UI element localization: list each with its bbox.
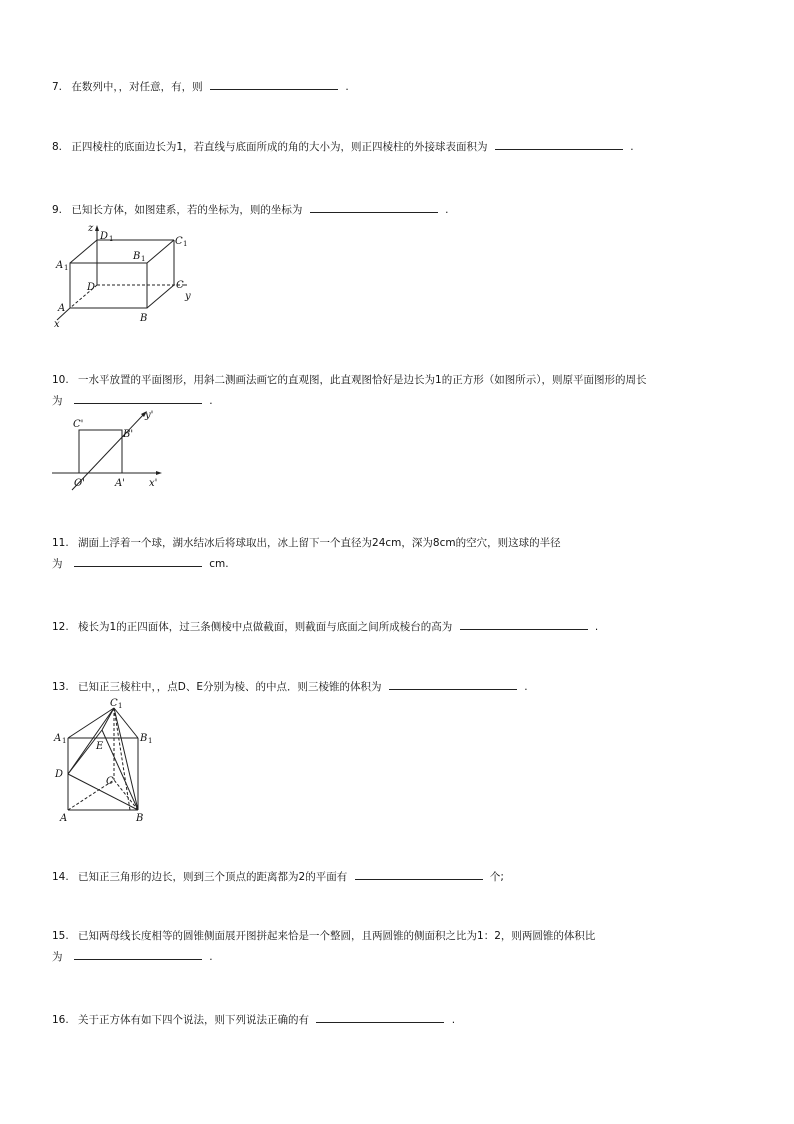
cb-edge: [147, 285, 174, 308]
question-12: [52, 618, 598, 634]
question-text: 关于正方体有如下四个说法，则下列说法正确的有: [78, 1014, 310, 1026]
question-text: 棱长为1的正四面体，过三条侧棱中点做截面，则截面与底面之间所成棱台的高为: [78, 621, 453, 633]
label-a1: A: [56, 260, 64, 271]
question-15: [52, 929, 595, 943]
question-number: 12.: [52, 621, 69, 633]
answer-blank[interactable]: [310, 201, 438, 213]
answer-blank[interactable]: [210, 78, 338, 90]
question-number: 9.: [52, 204, 63, 216]
question-number: 14.: [52, 871, 69, 883]
label-c1: C: [110, 698, 118, 709]
question-15-cont: [52, 948, 213, 964]
question-end: .: [445, 204, 449, 216]
label-z: z: [88, 223, 94, 234]
x-arrow-icon: [156, 471, 162, 475]
label-b1: B: [140, 733, 148, 744]
cuboid-figure: [52, 222, 202, 330]
answer-blank[interactable]: [460, 618, 588, 630]
question-number: 13.: [52, 681, 69, 693]
label-a-prime: A': [115, 478, 125, 489]
question-16: [52, 1011, 455, 1027]
question-text: 已知正三角形的边长，则到三个顶点的距离都为2的平面有: [78, 871, 348, 883]
answer-blank[interactable]: [74, 392, 202, 404]
question-7: [52, 78, 349, 94]
answer-blank[interactable]: [316, 1011, 444, 1023]
question-end: .: [209, 395, 213, 407]
label-b1: B: [133, 251, 141, 262]
question-11: [52, 536, 561, 550]
question-text-cont: 为: [52, 395, 63, 407]
label-b: B: [140, 313, 148, 324]
label-c1: C: [175, 236, 183, 247]
label-b-prime: B': [123, 429, 134, 440]
label-b1-sub: 1: [148, 737, 153, 745]
label-x-prime: x': [149, 478, 158, 489]
question-text: 在数列中，，对任意，有，则: [71, 81, 203, 93]
label-x: x: [54, 319, 60, 330]
b1c1-edge: [147, 240, 174, 263]
label-a: A: [58, 303, 66, 314]
label-a1-sub: 1: [62, 737, 67, 745]
question-text-cont: 为: [52, 558, 63, 570]
label-y: y: [185, 291, 191, 302]
aux-line: [114, 708, 130, 810]
oblique-square-figure: [52, 406, 167, 492]
question-text: 正四棱柱的底面边长为1，若直线与底面所成的角的大小为，则正四棱柱的外接球表面积为: [71, 141, 488, 153]
label-b1-sub: 1: [141, 255, 146, 263]
label-d1: D: [100, 231, 109, 242]
question-text: 已知正三棱柱中，，点D、E分别为棱、的中点．则三棱锥的体积为: [78, 681, 382, 693]
ec1-line: [102, 708, 114, 730]
label-c1-sub: 1: [118, 702, 123, 710]
question-text: 一水平放置的平面图形，用斜二测画法画它的直观图，此直观图恰好是边长为1的正方形（如图所示），则原平面图形的周长: [78, 374, 647, 386]
question-number: 8.: [52, 141, 63, 153]
question-number: 15.: [52, 930, 69, 942]
question-end: .: [345, 81, 349, 93]
label-d1-sub: 1: [109, 235, 114, 243]
answer-blank[interactable]: [389, 678, 517, 690]
label-e: E: [96, 741, 104, 752]
label-a1: A: [54, 733, 62, 744]
z-arrow-icon: [95, 225, 99, 231]
question-end: 个;: [489, 871, 504, 883]
question-8: [52, 138, 634, 154]
label-b: B: [136, 813, 144, 824]
question-text: 已知两母线长度相等的圆锥侧面展开图拼起来恰是一个整圆，且两圆锥的侧面积之比为1：2，则两圆锥的体积比: [78, 930, 596, 942]
question-text: 已知长方体，如图建系，若的坐标为，则的坐标为: [71, 204, 303, 216]
question-9: [52, 201, 448, 217]
label-d: D: [55, 769, 64, 780]
label-y-prime: y': [145, 410, 154, 421]
question-end: .: [630, 141, 634, 153]
eb-line: [102, 730, 138, 810]
question-number: 16.: [52, 1014, 69, 1026]
answer-blank[interactable]: [495, 138, 623, 150]
question-11-cont: [52, 555, 229, 571]
label-d: D: [87, 282, 96, 293]
question-14: [52, 868, 504, 884]
question-13: [52, 678, 528, 694]
answer-blank[interactable]: [355, 868, 483, 880]
question-end: .: [209, 951, 213, 963]
label-o-prime: O': [74, 478, 85, 489]
label-a1-sub: 1: [64, 264, 69, 272]
question-number: 10.: [52, 374, 69, 386]
prism-figure: [52, 698, 162, 826]
question-end: cm.: [209, 558, 229, 570]
label-c1-sub: 1: [183, 240, 188, 248]
question-text-cont: 为: [52, 951, 63, 963]
label-c: C: [106, 776, 114, 787]
label-a: A: [60, 813, 68, 824]
question-end: .: [524, 681, 528, 693]
de-line: [68, 730, 102, 774]
a1d1-edge: [70, 240, 97, 263]
question-number: 11.: [52, 537, 69, 549]
label-c: C: [176, 280, 184, 291]
question-end: .: [451, 1014, 456, 1026]
answer-blank[interactable]: [74, 948, 202, 960]
a1c1-edge: [68, 708, 114, 738]
answer-blank[interactable]: [74, 555, 202, 567]
square: [79, 430, 122, 473]
question-number: 7.: [52, 81, 63, 93]
question-text: 湖面上浮着一个球，湖水结冰后将球取出，冰上留下一个直径为24cm，深为8cm的空穴，则这球的半径: [78, 537, 561, 549]
question-end: .: [594, 621, 599, 633]
question-10: [52, 373, 646, 387]
label-c-prime: C': [73, 419, 84, 430]
